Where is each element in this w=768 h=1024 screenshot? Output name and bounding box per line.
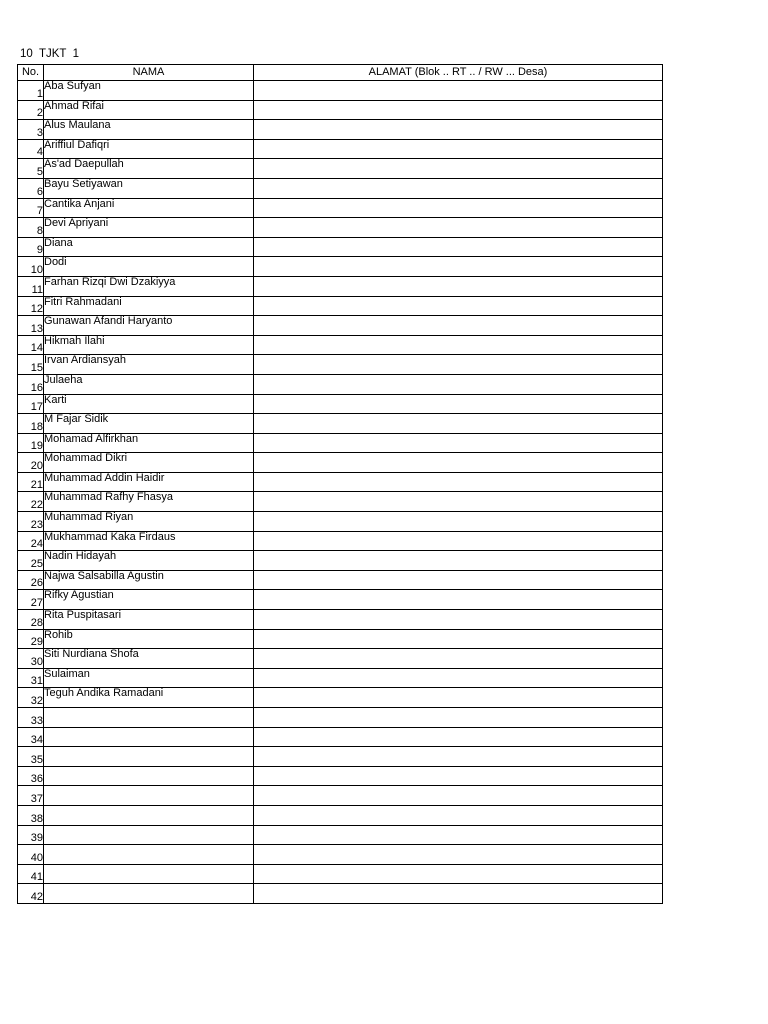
row-number[interactable]: 24 (18, 531, 44, 551)
table-row (18, 316, 663, 336)
row-address[interactable] (254, 100, 663, 120)
row-number[interactable]: 6 (18, 178, 44, 198)
row-name[interactable]: Muhammad Addin Haidir (44, 472, 254, 492)
row-name[interactable] (44, 805, 254, 825)
row-name[interactable] (44, 747, 254, 767)
table-row (18, 100, 663, 120)
row-number[interactable]: 32 (18, 688, 44, 708)
row-number[interactable]: 14 (18, 335, 44, 355)
row-name[interactable]: Devi Apriyani (44, 218, 254, 238)
row-number[interactable]: 40 (18, 845, 44, 865)
row-name[interactable]: Karti (44, 394, 254, 414)
header-row (18, 65, 663, 81)
row-name[interactable] (44, 786, 254, 806)
row-number[interactable]: 41 (18, 864, 44, 884)
row-name[interactable]: Mohammad Dikri (44, 453, 254, 473)
row-name[interactable]: Muhammad Riyan (44, 512, 254, 532)
row-number[interactable]: 19 (18, 433, 44, 453)
table-row (18, 590, 663, 610)
header-alamat: ALAMAT (Blok .. RT .. / RW ... Desa) (254, 65, 663, 81)
row-name[interactable] (44, 708, 254, 728)
row-number[interactable]: 5 (18, 159, 44, 179)
table-row (18, 276, 663, 296)
row-number[interactable]: 4 (18, 139, 44, 159)
row-address[interactable] (254, 120, 663, 140)
table-row (18, 845, 663, 865)
row-address[interactable] (254, 825, 663, 845)
row-address[interactable] (254, 316, 663, 336)
row-name[interactable]: Hikmah Ilahi (44, 335, 254, 355)
row-number[interactable]: 7 (18, 198, 44, 218)
row-address[interactable] (254, 747, 663, 767)
row-number[interactable]: 12 (18, 296, 44, 316)
row-number[interactable]: 13 (18, 316, 44, 336)
row-address[interactable] (254, 257, 663, 277)
row-address[interactable] (254, 237, 663, 257)
table-row (18, 786, 663, 806)
row-number[interactable]: 33 (18, 708, 44, 728)
header-nama: NAMA (44, 65, 254, 81)
row-number[interactable]: 39 (18, 825, 44, 845)
row-number[interactable]: 36 (18, 766, 44, 786)
row-address[interactable] (254, 708, 663, 728)
table-row (18, 433, 663, 453)
row-number[interactable]: 17 (18, 394, 44, 414)
row-address[interactable] (254, 727, 663, 747)
table-row (18, 727, 663, 747)
row-name[interactable]: Farhan Rizqi Dwi Dzakiyya (44, 276, 254, 296)
row-address[interactable] (254, 512, 663, 532)
table-row (18, 296, 663, 316)
row-address[interactable] (254, 139, 663, 159)
row-address[interactable] (254, 786, 663, 806)
row-name[interactable]: Aba Sufyan (44, 81, 254, 101)
row-name[interactable]: Ariffiul Dafiqri (44, 139, 254, 159)
row-name[interactable] (44, 864, 254, 884)
row-name[interactable]: Cantika Anjani (44, 198, 254, 218)
table-row (18, 610, 663, 630)
row-name[interactable]: Fitri Rahmadani (44, 296, 254, 316)
row-address[interactable] (254, 805, 663, 825)
row-address[interactable] (254, 551, 663, 571)
row-number[interactable]: 16 (18, 374, 44, 394)
row-number[interactable]: 35 (18, 747, 44, 767)
row-address[interactable] (254, 845, 663, 865)
row-address[interactable] (254, 159, 663, 179)
row-name[interactable]: M Fajar Sidik (44, 414, 254, 434)
row-address[interactable] (254, 355, 663, 375)
row-address[interactable] (254, 766, 663, 786)
row-address[interactable] (254, 649, 663, 669)
row-number[interactable]: 27 (18, 590, 44, 610)
table-row (18, 355, 663, 375)
table-row (18, 805, 663, 825)
row-name[interactable]: Teguh Andika Ramadani (44, 688, 254, 708)
row-address[interactable] (254, 884, 663, 904)
row-address[interactable] (254, 668, 663, 688)
table-row (18, 472, 663, 492)
row-name[interactable]: Najwa Salsabilla Agustin (44, 570, 254, 590)
row-name[interactable] (44, 766, 254, 786)
row-number[interactable]: 28 (18, 610, 44, 630)
table-row (18, 649, 663, 669)
student-table (17, 64, 663, 904)
row-name[interactable]: Muhammad Rafhy Fhasya (44, 492, 254, 512)
row-name[interactable]: Rifky Agustian (44, 590, 254, 610)
row-number[interactable]: 38 (18, 805, 44, 825)
row-name[interactable]: Bayu Setiyawan (44, 178, 254, 198)
table-row (18, 492, 663, 512)
row-number[interactable]: 10 (18, 257, 44, 277)
row-number[interactable]: 18 (18, 414, 44, 434)
row-number[interactable]: 9 (18, 237, 44, 257)
table-row (18, 864, 663, 884)
row-number[interactable]: 30 (18, 649, 44, 669)
table-row (18, 218, 663, 238)
row-address[interactable] (254, 864, 663, 884)
row-address[interactable] (254, 374, 663, 394)
row-number[interactable]: 2 (18, 100, 44, 120)
row-name[interactable]: Diana (44, 237, 254, 257)
row-address[interactable] (254, 81, 663, 101)
row-address[interactable] (254, 276, 663, 296)
row-number[interactable]: 20 (18, 453, 44, 473)
table-row (18, 139, 663, 159)
row-name[interactable]: As'ad Daepullah (44, 159, 254, 179)
row-address[interactable] (254, 394, 663, 414)
sheet-title: 10 TJKT 1 (20, 48, 80, 60)
row-number[interactable]: 23 (18, 512, 44, 532)
row-address[interactable] (254, 590, 663, 610)
table-row (18, 453, 663, 473)
row-name[interactable]: Rohib (44, 629, 254, 649)
row-number[interactable]: 34 (18, 727, 44, 747)
row-name[interactable]: Nadin Hidayah (44, 551, 254, 571)
row-address[interactable] (254, 335, 663, 355)
row-number[interactable]: 15 (18, 355, 44, 375)
row-address[interactable] (254, 218, 663, 238)
table-row (18, 178, 663, 198)
table-row (18, 120, 663, 140)
row-address[interactable] (254, 492, 663, 512)
row-name[interactable]: Alus Maulana (44, 120, 254, 140)
row-name[interactable]: Dodi (44, 257, 254, 277)
table-row (18, 766, 663, 786)
table-row (18, 668, 663, 688)
table-row (18, 159, 663, 179)
row-number[interactable]: 8 (18, 218, 44, 238)
row-name[interactable] (44, 727, 254, 747)
table-row (18, 237, 663, 257)
row-address[interactable] (254, 198, 663, 218)
row-address[interactable] (254, 433, 663, 453)
row-number[interactable]: 22 (18, 492, 44, 512)
row-name[interactable] (44, 825, 254, 845)
table-row (18, 394, 663, 414)
table-row (18, 884, 663, 904)
table-row (18, 531, 663, 551)
row-name[interactable] (44, 845, 254, 865)
header-no: No. (18, 65, 44, 81)
row-number[interactable]: 26 (18, 570, 44, 590)
row-name[interactable]: Sulaiman (44, 668, 254, 688)
table-row (18, 374, 663, 394)
row-number[interactable]: 3 (18, 120, 44, 140)
table-row (18, 512, 663, 532)
row-number[interactable]: 25 (18, 551, 44, 571)
row-name[interactable]: Irvan Ardiansyah (44, 355, 254, 375)
table-row (18, 825, 663, 845)
table-row (18, 688, 663, 708)
row-number[interactable]: 42 (18, 884, 44, 904)
table-row (18, 81, 663, 101)
row-number[interactable]: 31 (18, 668, 44, 688)
table-row (18, 335, 663, 355)
row-address[interactable] (254, 178, 663, 198)
table-row (18, 257, 663, 277)
row-name[interactable]: Rita Puspitasari (44, 610, 254, 630)
row-name[interactable]: Julaeha (44, 374, 254, 394)
row-name[interactable]: Mukhammad Kaka Firdaus (44, 531, 254, 551)
row-name[interactable] (44, 884, 254, 904)
row-address[interactable] (254, 610, 663, 630)
table-row (18, 570, 663, 590)
row-address[interactable] (254, 570, 663, 590)
row-address[interactable] (254, 414, 663, 434)
table-row (18, 747, 663, 767)
row-number[interactable]: 21 (18, 472, 44, 492)
row-number[interactable]: 37 (18, 786, 44, 806)
row-address[interactable] (254, 531, 663, 551)
table-row (18, 708, 663, 728)
table-row (18, 414, 663, 434)
row-number[interactable]: 1 (18, 81, 44, 101)
table-row (18, 198, 663, 218)
row-address[interactable] (254, 472, 663, 492)
row-address[interactable] (254, 688, 663, 708)
row-name[interactable]: Gunawan Afandi Haryanto (44, 316, 254, 336)
row-name[interactable]: Ahmad Rifai (44, 100, 254, 120)
row-name[interactable]: Mohamad Alfirkhan (44, 433, 254, 453)
row-name[interactable]: Siti Nurdiana Shofa (44, 649, 254, 669)
row-address[interactable] (254, 296, 663, 316)
row-number[interactable]: 11 (18, 276, 44, 296)
table-row (18, 551, 663, 571)
row-address[interactable] (254, 629, 663, 649)
row-address[interactable] (254, 453, 663, 473)
row-number[interactable]: 29 (18, 629, 44, 649)
table-row (18, 629, 663, 649)
